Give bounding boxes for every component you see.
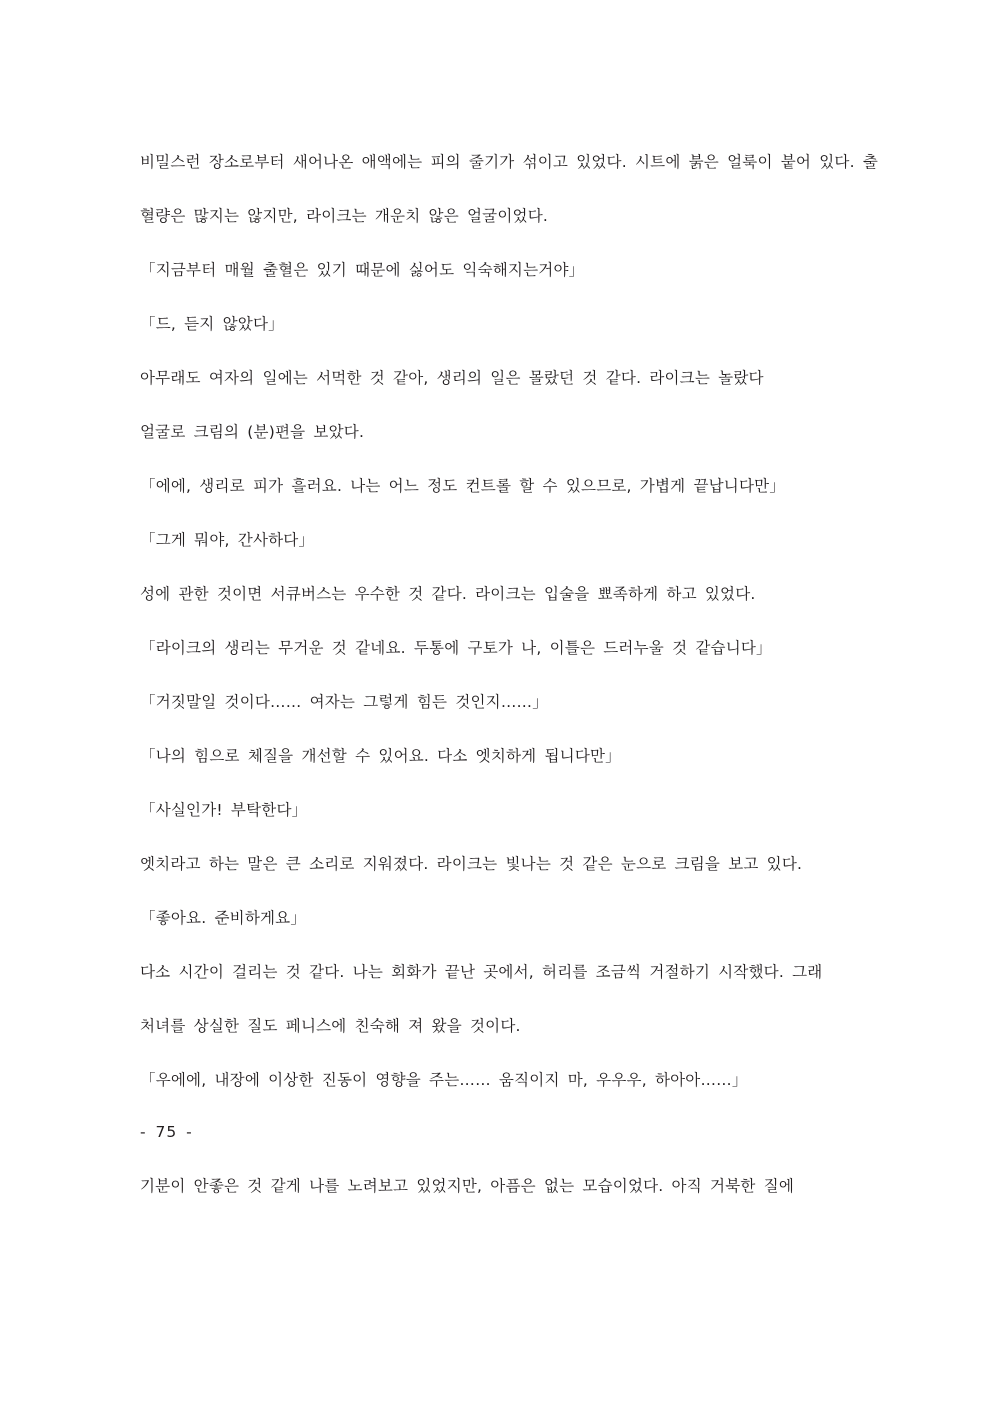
paragraph: 「사실인가! 부탁한다」 [140, 801, 308, 820]
paragraph: 「지금부터 매월 출혈은 있기 때문에 싫어도 익숙해지는거야」 [140, 261, 585, 280]
paragraph: 「나의 힘으로 체질을 개선할 수 있어요. 다소 엣치하게 됩니다만」 [140, 747, 621, 766]
paragraph: 「좋아요. 준비하게요」 [140, 909, 307, 928]
paragraph: 아무래도 여자의 일에는 서먹한 것 같아, 생리의 일은 몰랐던 것 같다. 라이크는 놀랐다 [140, 369, 764, 388]
paragraph: 처녀를 상실한 질도 페니스에 친숙해 져 왔을 것이다. [140, 1017, 521, 1036]
paragraph: 기분이 안좋은 것 같게 나를 노려보고 있었지만, 아픔은 없는 모습이었다. 아직 거북한 질에 [140, 1177, 795, 1196]
paragraph: 혈량은 많지는 않지만, 라이크는 개운치 않은 얼굴이었다. [140, 207, 548, 226]
paragraph: 「드, 듣지 않았다」 [140, 315, 284, 334]
paragraph: 「거짓말일 것이다…… 여자는 그렇게 힘든 것인지……」 [140, 693, 548, 712]
paragraph: 엣치라고 하는 말은 큰 소리로 지워졌다. 라이크는 빛나는 것 같은 눈으로 크림을 보고 있다. [140, 855, 803, 874]
paragraph: 다소 시간이 걸리는 것 같다. 나는 회화가 끝난 곳에서, 허리를 조금씩 거절하기 시작했다. 그래 [140, 963, 823, 982]
paragraph: 「라이크의 생리는 무거운 것 같네요. 두통에 구토가 나, 이틀은 드러누울 것 같습니다」 [140, 639, 772, 658]
page-number: - 75 - [140, 1123, 193, 1142]
paragraph: 비밀스런 장소로부터 새어나온 애액에는 피의 줄기가 섞이고 있었다. 시트에 붉은 얼룩이 붙어 있다. 출 [140, 153, 879, 171]
document-body [140, 150, 882, 1198]
paragraph: 얼굴로 크림의 (분)편을 보았다. [140, 423, 365, 442]
paragraph: 「우에에, 내장에 이상한 진동이 영향을 주는…… 움직이지 마, 우우우, 하아아……」 [140, 1071, 748, 1090]
paragraph: 「에에, 생리로 피가 흘러요. 나는 어느 정도 컨트롤 할 수 있으므로, 가볍게 끝납니다만」 [140, 477, 786, 496]
paragraph: 「그게 뭐야, 간사하다」 [140, 531, 315, 550]
paragraph: 성에 관한 것이면 서큐버스는 우수한 것 같다. 라이크는 입술을 뾰족하게 하고 있었다. [140, 585, 756, 604]
